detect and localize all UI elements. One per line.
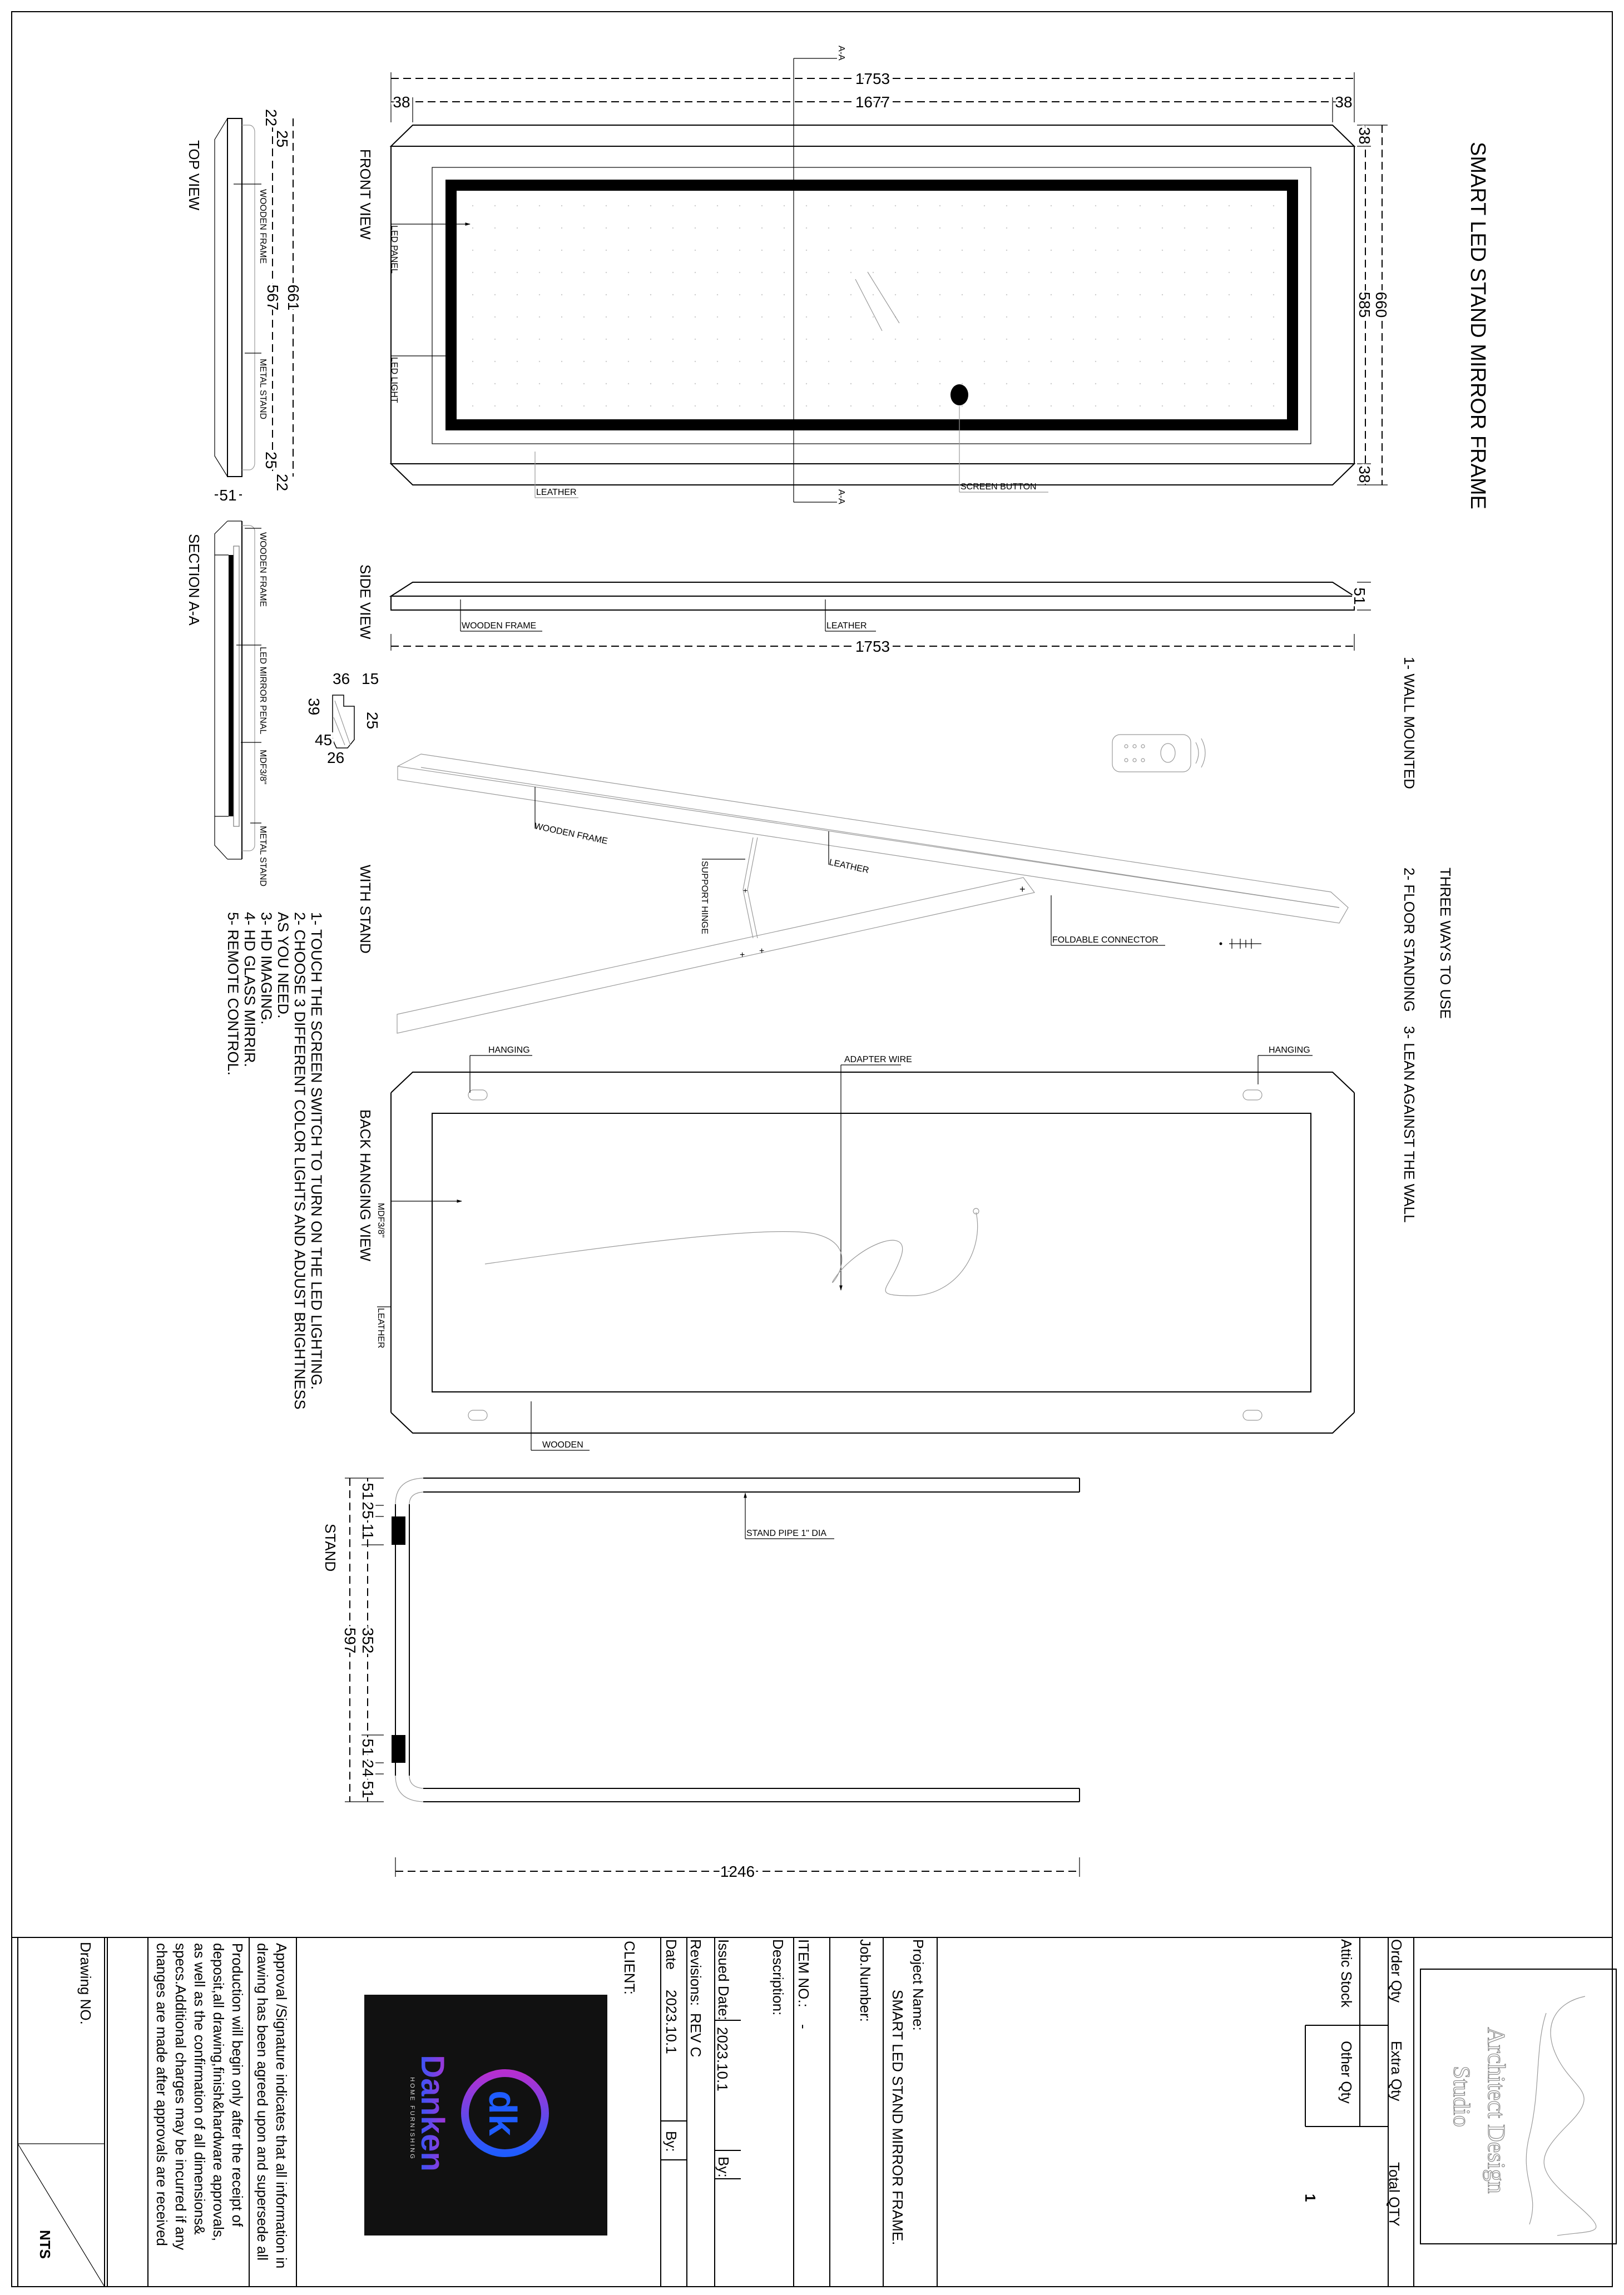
- total-qty-label: Total QTY: [1386, 2162, 1403, 2227]
- front-view-title: FRONT VIEW: [357, 149, 374, 240]
- usage-heading: THREE WAYS TO USE: [1437, 868, 1454, 1019]
- label-metal-stand-top: METAL STAND: [258, 359, 268, 420]
- top-view: [186, 109, 302, 491]
- approval-line: specs.Additional charges may be incurred if any: [172, 1943, 189, 2251]
- feature-item: 1- TOUCH THE SCREEN SWITCH TO TURN ON THE LED LIGHTING.: [308, 912, 325, 1390]
- feature-item: 2- CHOOSE 3 DIFFERENT COLOR LIGHTS AND ADJUST BRIGHTNESS: [291, 912, 308, 1410]
- stand-view: [322, 1478, 1080, 1880]
- dim-stand-top-a: 51: [359, 1483, 377, 1500]
- svg-text:dk: dk: [481, 2090, 524, 2136]
- label-leather: LEATHER: [536, 488, 577, 497]
- label-leather-stand: LEATHER: [828, 857, 870, 876]
- issued-date-value: 2023.10.1: [714, 2027, 731, 2091]
- dim-top-c: 25: [263, 452, 280, 469]
- stand-title: STAND: [322, 1524, 339, 1572]
- feature-item: 4- HD GLASS MIRRIR.: [241, 912, 258, 1068]
- dim-side-length: 1753: [855, 638, 890, 655]
- label-mdf-back: MDF3/8": [376, 1203, 385, 1238]
- label-support-hinge: SUPPORT HINGE: [700, 861, 709, 934]
- dim-stand-top-b: 25: [359, 1501, 377, 1519]
- dim-stand-bot-c: 51: [359, 1781, 377, 1798]
- order-qty-label: Order Qty: [1388, 1939, 1405, 2003]
- job-number-label: Job.Number:: [857, 1939, 874, 2022]
- back-hanging-view: [357, 1045, 1354, 1450]
- dim-stand-bot-a: 51: [359, 1738, 377, 1756]
- label-mdf-section: MDF3/8": [258, 750, 268, 785]
- drawing-title: SMART LED STAND MIRROR FRAME: [1466, 142, 1489, 509]
- dim-stand-top-c: 11: [359, 1523, 377, 1540]
- adapter-wire: [485, 1212, 978, 1296]
- description-label: Description:: [770, 1939, 786, 2016]
- label-led-mirror-penal: LED MIRROR PENAL: [258, 647, 268, 735]
- led-mirror-section: [229, 555, 234, 816]
- feature-list: [225, 912, 325, 1410]
- total-qty-value: 1: [1302, 2194, 1319, 2202]
- dim-top-a: 22: [263, 109, 280, 127]
- hanging-hook-icon: [468, 1090, 487, 1100]
- remote-control-icon: [1112, 735, 1205, 772]
- usage-item-1: 1- WALL MOUNTED: [1401, 657, 1418, 789]
- approval-line: Approval /Signature indicates that all information in: [273, 1943, 290, 2269]
- revisions-label: Revisions:: [687, 1939, 704, 2006]
- client-label: CLIENT:: [621, 1941, 638, 1995]
- dim-top-outer: 661: [285, 284, 302, 311]
- approval-line: Production will begin only after the receipt of: [229, 1943, 246, 2227]
- svg-text:Danken: Danken: [414, 2055, 450, 2172]
- connector-screw-icon: +: [1019, 884, 1026, 895]
- label-wooden-frame-top: WOODEN FRAME: [258, 189, 268, 264]
- hanging-hook-icon: [1243, 1410, 1262, 1420]
- feature-item: 5- REMOTE CONTROL.: [225, 912, 241, 1076]
- dim-stand-bot-b: 24: [359, 1759, 377, 1777]
- date-value: 2023.10.1: [663, 1990, 680, 2054]
- label-wooden-frame-section: WOODEN FRAME: [258, 532, 268, 607]
- dim-stand-width: 1246: [720, 1863, 755, 1880]
- dim-profile-b: 15: [362, 670, 379, 687]
- label-leather-back: LEATHER: [376, 1308, 385, 1349]
- item-no-label: ITEM NO.:: [795, 1939, 812, 2007]
- svg-text:Studio: Studio: [1448, 2066, 1474, 2127]
- dim-front-right: 38: [1335, 93, 1353, 111]
- label-adapter-wire: ADAPTER WIRE: [844, 1055, 912, 1064]
- label-wooden-back: WOODEN: [542, 1440, 583, 1450]
- dim-stand-mid: 352: [359, 1627, 377, 1654]
- side-view: [357, 564, 1371, 655]
- scale-value: NTS: [37, 2230, 53, 2259]
- dim-top-d: 22: [274, 474, 291, 492]
- dim-top-b: 25: [274, 130, 291, 148]
- label-wooden-frame-stand: WOODEN FRAME: [533, 821, 608, 846]
- label-hanging-left: HANGING: [488, 1045, 530, 1055]
- label-metal-stand-section: METAL STAND: [258, 826, 268, 887]
- label-hanging-right: HANGING: [1269, 1045, 1310, 1055]
- back-view-title: BACK HANGING VIEW: [357, 1109, 374, 1262]
- label-wooden-frame-side: WOODEN FRAME: [462, 621, 537, 631]
- revisions-value: REV C: [687, 2013, 704, 2058]
- approval-line: as well as the confirmation of all dimensions&: [191, 1943, 208, 2235]
- side-view-title: SIDE VIEW: [357, 564, 374, 640]
- dim-front-height-inner: 585: [1356, 291, 1373, 318]
- title-block: [18, 1937, 1616, 2287]
- dim-front-overall: 1753: [855, 70, 890, 87]
- dim-front-top: 38: [1356, 127, 1373, 145]
- label-foldable-connector: FOLDABLE CONNECTOR: [1052, 935, 1158, 945]
- dim-front-inner: 1677: [855, 93, 890, 111]
- approval-line: deposit,all drawing,finish&hardware approvals,: [210, 1943, 227, 2242]
- studio-logo: [1420, 1969, 1616, 2244]
- client-logo: [364, 1995, 607, 2235]
- usage-item-3: 3- LEAN AGAINST THE WALL: [1401, 1026, 1418, 1223]
- with-stand-title: WITH STAND: [357, 865, 374, 954]
- dim-side-depth: 51: [1351, 587, 1368, 605]
- stand-bracket: [392, 1735, 405, 1763]
- drawing-no-label: Drawing NO.: [77, 1942, 94, 2025]
- svg-text:HOME FURNISHING: HOME FURNISHING: [409, 2077, 415, 2160]
- dim-profile-c: 39: [305, 698, 323, 716]
- led-panel-area: [457, 191, 1287, 419]
- dim-front-height-outer: 660: [1373, 291, 1390, 318]
- section-marker-bottom: A-A: [836, 489, 846, 504]
- dim-front-bottom: 38: [1356, 465, 1373, 483]
- label-screen-button: SCREEN BUTTON: [960, 482, 1037, 492]
- extra-qty-label: Extra Qty: [1388, 2041, 1405, 2101]
- with-stand-view: [357, 735, 1348, 1033]
- label-led-light: LED LIGHT: [389, 357, 399, 403]
- approval-note: [154, 1943, 290, 2268]
- hinge-screw-icon: +: [743, 886, 748, 895]
- date-label: Date: [663, 1939, 680, 1970]
- project-name-value: SMART LED STAND MIRROR FRAME.: [889, 1990, 906, 2246]
- dim-section-depth: 51: [219, 487, 237, 504]
- label-leather-side: LEATHER: [826, 621, 867, 631]
- leg-screw-icon: +: [759, 946, 765, 956]
- item-no-value: -: [795, 2024, 812, 2029]
- feature-item: AS YOU NEED.: [275, 912, 291, 1019]
- screen-button-icon: [950, 384, 968, 405]
- svg-text:Architect Design: Architect Design: [1483, 2027, 1510, 2194]
- top-view-title: TOP VIEW: [186, 140, 202, 211]
- dim-profile-a: 36: [333, 670, 350, 687]
- hanging-hook-icon: [468, 1410, 487, 1420]
- dim-front-left: 38: [393, 93, 410, 111]
- attic-stock-label: Attic Stock: [1338, 1939, 1355, 2007]
- approval-line: changes are made after approvals are received: [154, 1943, 170, 2246]
- feature-item: 3- HD IMAGING.: [258, 912, 275, 1025]
- foldable-connector-detail-icon: [1220, 939, 1262, 949]
- front-view: [357, 46, 1390, 504]
- dim-top-inner: 567: [264, 284, 281, 311]
- issued-by-label: By:: [715, 2157, 732, 2178]
- approval-line: drawing has been agreed upon and supersede all: [254, 1943, 271, 2261]
- label-stand-pipe: STAND PIPE 1" DIA: [746, 1529, 827, 1538]
- other-qty-label: Other Qty: [1338, 2041, 1355, 2104]
- dim-profile-f: 25: [364, 712, 381, 730]
- usage-item-2: 2- FLOOR STANDING: [1401, 868, 1418, 1012]
- issued-date-label: Issued Date:: [715, 1939, 732, 2020]
- frame-profile-detail: [305, 670, 381, 766]
- label-led-panel: LED PANEL: [389, 225, 399, 274]
- date-by-label: By:: [663, 2131, 680, 2152]
- dim-profile-d: 45: [315, 731, 333, 749]
- dim-stand-overall: 597: [341, 1627, 359, 1654]
- leg-screw-icon: +: [740, 950, 745, 960]
- section-marker-top: A-A: [836, 46, 846, 61]
- section-view-title: SECTION A-A: [186, 534, 202, 626]
- stand-bracket: [392, 1516, 405, 1545]
- section-a-a: [186, 487, 268, 886]
- project-name-label: Project Name:: [910, 1939, 927, 2031]
- dim-profile-e: 26: [327, 749, 345, 766]
- hanging-hook-icon: [1243, 1090, 1262, 1100]
